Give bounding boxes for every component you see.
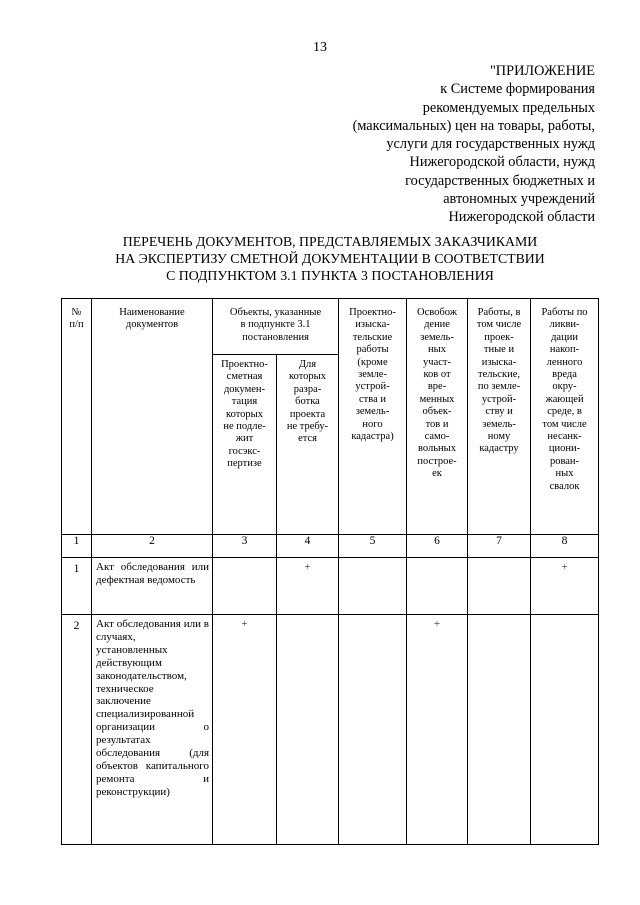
header-line: том числе bbox=[542, 418, 587, 430]
header-line: Работы, в bbox=[477, 307, 521, 318]
header-line: ликви- bbox=[549, 319, 580, 331]
header-line: кадастру bbox=[479, 443, 519, 455]
header-line: устрой- bbox=[355, 381, 390, 393]
header-line: Работы по bbox=[541, 307, 588, 318]
header-line: свалок bbox=[549, 480, 580, 492]
header-no-project bbox=[277, 355, 339, 535]
header-line: (кроме bbox=[357, 356, 388, 368]
header-line: ек bbox=[432, 468, 442, 480]
header-line: менных bbox=[419, 393, 455, 405]
appendix-line: государственных бюджетных и bbox=[405, 172, 595, 189]
header-line: Проектно- bbox=[221, 359, 268, 370]
header-line: рован- bbox=[549, 455, 580, 467]
header-line: объек- bbox=[422, 406, 452, 418]
row-mark bbox=[468, 558, 531, 615]
document-title bbox=[0, 233, 640, 284]
header-line: госэкс- bbox=[228, 445, 261, 457]
header-line: вреда bbox=[552, 369, 577, 381]
header-line: ных bbox=[428, 344, 446, 356]
header-line: среде, в bbox=[547, 406, 582, 418]
header-line: окру- bbox=[552, 381, 577, 393]
column-number: 7 bbox=[468, 535, 531, 558]
appendix-line: услуги для государственных нужд bbox=[386, 136, 595, 153]
header-line: устрой- bbox=[481, 393, 517, 405]
appendix-line: Нижегородской области bbox=[448, 209, 595, 226]
appendix-line: рекомендуемых предельных bbox=[422, 99, 595, 116]
column-number: 6 bbox=[407, 535, 468, 558]
header-line: ного bbox=[362, 418, 383, 430]
header-line: земель- bbox=[355, 406, 390, 418]
appendix-line: к Системе формирования bbox=[440, 81, 595, 98]
header-line: дение bbox=[424, 319, 450, 331]
header-line: накоп- bbox=[549, 344, 580, 356]
header-line: ства и bbox=[359, 393, 386, 405]
header-line: докумен- bbox=[223, 383, 266, 395]
header-line: ленного bbox=[546, 356, 583, 368]
title-line: ПЕРЕЧЕНЬ ДОКУМЕНТОВ, ПРЕДСТАВЛЯЕМЫХ ЗАКАЗЧИКАМИ bbox=[122, 234, 538, 249]
row-mark: + bbox=[531, 558, 599, 615]
header-line: проек- bbox=[484, 331, 514, 343]
header-line: документов bbox=[125, 319, 179, 331]
header-line: кадастра) bbox=[351, 431, 394, 443]
header-land-works bbox=[468, 299, 531, 535]
header-line: проекта bbox=[289, 408, 326, 420]
header-line: которых bbox=[289, 371, 326, 383]
header-line: изыска- bbox=[355, 319, 390, 331]
header-line: тельские, bbox=[478, 369, 520, 381]
row-mark: + bbox=[407, 615, 468, 845]
header-line: земле- bbox=[358, 369, 387, 381]
header-line: не подле- bbox=[223, 421, 266, 433]
header-line: дации bbox=[551, 331, 578, 343]
header-line: земель- bbox=[482, 418, 516, 430]
column-numbers-row bbox=[62, 535, 599, 558]
header-line: жит bbox=[235, 433, 254, 445]
header-line: тельские bbox=[352, 331, 393, 343]
column-number: 3 bbox=[213, 535, 277, 558]
row-mark: + bbox=[277, 558, 339, 615]
row-mark bbox=[339, 615, 407, 845]
documents-table bbox=[61, 298, 599, 845]
header-num bbox=[62, 299, 92, 535]
header-line: ству и bbox=[485, 406, 513, 418]
header-line: Проектно- bbox=[349, 307, 396, 318]
header-line: участ- bbox=[423, 356, 451, 368]
appendix-line: "ПРИЛОЖЕНИЕ bbox=[489, 63, 595, 79]
header-line: № bbox=[71, 307, 82, 318]
row-mark bbox=[407, 558, 468, 615]
header-line: тные и bbox=[483, 344, 515, 356]
column-number: 5 bbox=[339, 535, 407, 558]
header-line: ных bbox=[555, 468, 574, 480]
header-line: Для bbox=[298, 359, 317, 370]
header-design-docs bbox=[213, 355, 277, 535]
column-number: 1 bbox=[62, 535, 92, 558]
header-line: сметная bbox=[226, 371, 263, 383]
header-line: тация bbox=[231, 396, 258, 408]
column-number: 4 bbox=[277, 535, 339, 558]
header-line: ется bbox=[298, 433, 317, 445]
title-line: НА ЭКСПЕРТИЗУ СМЕТНОЙ ДОКУМЕНТАЦИИ В СООТВЕТСТВИИ bbox=[115, 251, 545, 266]
header-line: циони- bbox=[548, 443, 581, 455]
row-mark bbox=[531, 615, 599, 845]
header-document-name bbox=[92, 299, 213, 535]
header-line: изыска- bbox=[481, 356, 517, 368]
header-line: в подпункте 3.1 bbox=[240, 319, 311, 331]
header-line: том числе bbox=[476, 319, 522, 331]
header-line: Наименование bbox=[119, 307, 185, 318]
header-line: постановления bbox=[242, 331, 309, 343]
table-row bbox=[62, 615, 599, 845]
row-mark bbox=[277, 615, 339, 845]
document-name: Акт обследования или дефектная ведомость bbox=[92, 558, 213, 615]
header-line: не требу- bbox=[286, 421, 329, 433]
document-name: Акт обследования или в случаях, установленных действующим законодательством, техническое заключение специализированной организации о результатах обследования (для объектов капитального ремонта и реконструкции) bbox=[92, 615, 213, 845]
header-line: по земле- bbox=[477, 381, 521, 393]
row-mark bbox=[213, 558, 277, 615]
header-land-release bbox=[407, 299, 468, 535]
appendix-line: Нижегородской области, нужд bbox=[409, 154, 595, 171]
header-line: тов и bbox=[425, 418, 449, 430]
header-line: работы bbox=[356, 344, 389, 356]
column-number: 2 bbox=[92, 535, 213, 558]
header-liquidation-works bbox=[531, 299, 599, 535]
header-line: которых bbox=[226, 408, 263, 420]
header-line: само- bbox=[424, 431, 450, 443]
row-mark bbox=[468, 615, 531, 845]
row-number: 1 bbox=[62, 558, 92, 615]
header-line: разра- bbox=[293, 383, 322, 395]
header-line: пертизе bbox=[227, 458, 262, 470]
header-line: ков от bbox=[423, 369, 451, 381]
title-line: С ПОДПУНКТОМ 3.1 ПУНКТА 3 ПОСТАНОВЛЕНИЯ bbox=[166, 268, 494, 283]
header-survey-works bbox=[339, 299, 407, 535]
header-line: построе- bbox=[417, 455, 457, 467]
row-mark: + bbox=[213, 615, 277, 845]
row-mark bbox=[339, 558, 407, 615]
header-line: вре- bbox=[427, 381, 447, 393]
row-number: 2 bbox=[62, 615, 92, 845]
page-number: 13 bbox=[313, 40, 327, 55]
appendix-header bbox=[265, 62, 595, 227]
header-objects bbox=[213, 299, 339, 355]
header-line: п/п bbox=[69, 319, 84, 331]
appendix-line: (максимальных) цен на товары, работы, bbox=[352, 117, 595, 134]
header-line: Освобож bbox=[417, 307, 457, 318]
column-number: 8 bbox=[531, 535, 599, 558]
header-line: ному bbox=[487, 431, 511, 443]
header-line: несанк- bbox=[547, 431, 582, 443]
header-line: жающей bbox=[545, 393, 584, 405]
header-line: земель- bbox=[420, 331, 454, 343]
table-row bbox=[62, 558, 599, 615]
header-line: вольных bbox=[418, 443, 456, 455]
header-line: ботка bbox=[295, 396, 320, 408]
appendix-line: автономных учреждений bbox=[443, 191, 595, 208]
header-line: Объекты, указанные bbox=[229, 307, 322, 318]
